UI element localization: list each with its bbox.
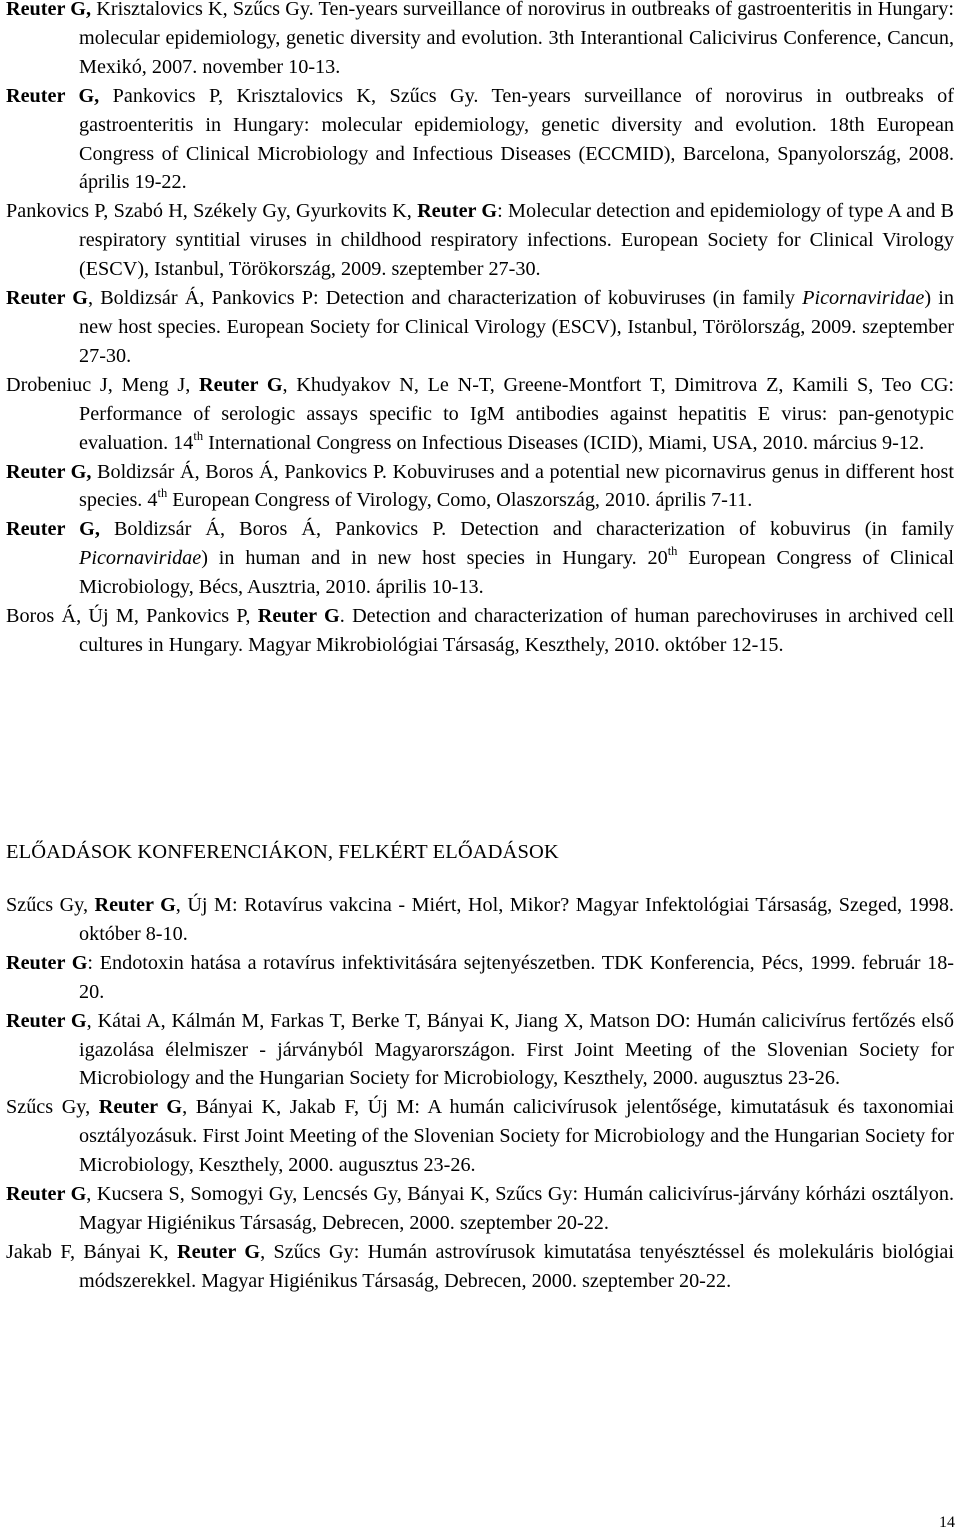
reference-text: European Congress of Clinical Microbiology, Bécs, Ausztria, 2010. április 10-13. xyxy=(79,547,954,599)
reference-entry xyxy=(6,371,954,458)
author-highlight: Reuter G xyxy=(417,200,498,223)
reference-entry xyxy=(6,1093,954,1180)
ordinal-suffix: th xyxy=(157,486,168,501)
reference-text: ) in new host species. European Society for Clinical Virology (ESCV), Istanbul, Törölország, 2009. szeptember 27-30. xyxy=(79,287,955,367)
reference-entry xyxy=(6,949,954,1007)
reference-entry xyxy=(6,602,954,660)
author-highlight: Reuter G xyxy=(257,605,340,628)
author-highlight: Reuter G xyxy=(6,287,88,310)
reference-text: Boros Á, Új M, Pankovics P, xyxy=(6,605,258,628)
reference-entry xyxy=(6,1007,954,1094)
reference-text: Pankovics P, Szabó H, Székely Gy, Gyurkovits K, xyxy=(6,200,418,223)
section-heading: ELŐADÁSOK KONFERENCIÁKON, FELKÉRT ELŐADÁSOK xyxy=(6,841,559,863)
author-highlight: Reuter G xyxy=(94,894,176,916)
reference-text: , Szűcs Gy: Humán astrovírusok kimutatása tenyésztéssel és molekuláris biológiai módszerekkel. Magyar Higiénikus Társaság, Debrecen, 2000. szeptember 20-22. xyxy=(79,1240,955,1292)
reference-list-posters xyxy=(6,0,954,660)
reference-entry xyxy=(6,515,954,602)
reference-entry xyxy=(6,1180,954,1238)
author-highlight: Reuter G xyxy=(176,1240,261,1263)
reference-entry xyxy=(6,197,954,284)
reference-text: Pankovics P, Krisztalovics K, Szűcs Gy. Ten-years surveillance of norovirus in outbreaks of gastroenteritis in Hungary: molecular epidemiology, genetic diversity and evolution. 18th European Congress of Clinical Microbiology and Infectious Diseases (ECCMID), Barcelona, Spanyolország, 2008. április 19-22. xyxy=(79,84,954,194)
author-highlight: Reuter G, xyxy=(6,84,100,107)
author-highlight: Reuter G, xyxy=(6,460,92,483)
reference-text: , Khudyakov N, Le N-T, Greene-Montfort T, Dimitrova Z, Kamili S, Teo CG: Performance of serologic assays specific to IgM antibodies against hepatitis E virus: pan-genotypic evaluation. 14 xyxy=(79,373,955,454)
author-highlight: Reuter G xyxy=(98,1096,183,1119)
reference-text: , Új M: Rotavírus vakcina - Miért, Hol, Mikor? Magyar Infektológiai Társaság, Szeged, 1998. október 8-10. xyxy=(79,894,954,945)
reference-text: International Congress on Infectious Diseases (ICID), Miami, USA, 2010. március 9-12. xyxy=(203,431,925,454)
reference-text: , Kátai A, Kálmán M, Farkas T, Berke T, Bányai K, Jiang X, Matson DO: Humán calicivírus fertőzés első igazolása élelmiszer - járványból Magyarországon. First Joint Meeting of the Slovenian Society for Microbiology and the Hungarian Society for Microbiology, Keszthely, 2000. augusztus 23-26. xyxy=(79,1009,955,1090)
reference-text: Krisztalovics K, Szűcs Gy. Ten-years surveillance of norovirus in outbreaks of gastroenteritis in Hungary: molecular epidemiology, genetic diversity and evolution. 3th Interantional Calicivirus Conference, Cancun, Mexikó, 2007. november 10-13. xyxy=(79,0,955,78)
author-highlight: Reuter G xyxy=(6,1183,87,1206)
reference-entry xyxy=(6,458,954,516)
taxon-name: Picornaviridae xyxy=(79,547,202,570)
reference-text: , Kucsera S, Somogyi Gy, Lencsés Gy, Bányai K, Szűcs Gy: Humán calicivírus-járvány kórházi osztályon. Magyar Higiénikus Társaság, Debrecen, 2000. szeptember 20-22. xyxy=(79,1183,954,1234)
reference-entry xyxy=(6,891,954,949)
author-highlight: Reuter G, xyxy=(6,0,92,20)
reference-entry xyxy=(6,82,954,198)
reference-text: Boldizsár Á, Boros Á, Pankovics P. Kobuviruses and a potential new picornavirus genus in different host species. 4 xyxy=(79,460,954,512)
taxon-name: Picornaviridae xyxy=(802,287,925,310)
reference-text: , Boldizsár Á, Pankovics P: Detection and characterization of kobuviruses (in family xyxy=(87,287,803,310)
reference-text: Jakab F, Bányai K, xyxy=(6,1240,177,1263)
reference-text: Drobeniuc J, Meng J, xyxy=(6,373,200,396)
author-highlight: Reuter G, xyxy=(6,518,100,541)
ordinal-suffix: th xyxy=(667,544,678,559)
reference-entry xyxy=(6,284,954,371)
author-highlight: Reuter G xyxy=(6,951,88,974)
author-highlight: Reuter G xyxy=(199,373,283,396)
page-number: 14 xyxy=(939,1514,955,1531)
ordinal-suffix: th xyxy=(193,428,204,443)
author-highlight: Reuter G xyxy=(6,1009,87,1032)
reference-entry xyxy=(6,0,954,82)
reference-entry xyxy=(6,1238,954,1296)
reference-text: European Congress of Virology, Como, Olaszország, 2010. április 7-11. xyxy=(167,489,753,512)
reference-text: Szűcs Gy, xyxy=(6,894,95,916)
reference-list-talks xyxy=(6,891,954,1296)
reference-text: . Detection and characterization of human parechoviruses in archived cell cultures in Hungary. Magyar Mikrobiológiai Társaság, Keszthely, 2010. október 12-15. xyxy=(79,605,954,656)
reference-text: : Endotoxin hatása a rotavírus infektivitására sejtenyészetben. TDK Konferencia, Pécs, 1999. február 18-20. xyxy=(79,951,955,1003)
reference-text: Szűcs Gy, xyxy=(6,1096,99,1119)
reference-text: Boldizsár Á, Boros Á, Pankovics P. Detection and characterization of kobuvirus (in family xyxy=(99,518,954,541)
reference-text: : Molecular detection and epidemiology of type A and B respiratory syntitial viruses in childhood respiratory infections. European Society for Clinical Virology (ESCV), Istanbul, Törökország, 2009. szeptember 27-30. xyxy=(79,200,955,281)
reference-text: , Bányai K, Jakab F, Új M: A humán calicivírusok jelentősége, kimutatásuk és taxonomiai osztályozásuk. First Joint Meeting of the Slovenian Society for Microbiology and the Hungarian Society for Microbiology, Keszthely, 2000. augusztus 23-26. xyxy=(79,1096,954,1177)
reference-text: ) in human and in new host species in Hungary. 20 xyxy=(201,547,668,570)
